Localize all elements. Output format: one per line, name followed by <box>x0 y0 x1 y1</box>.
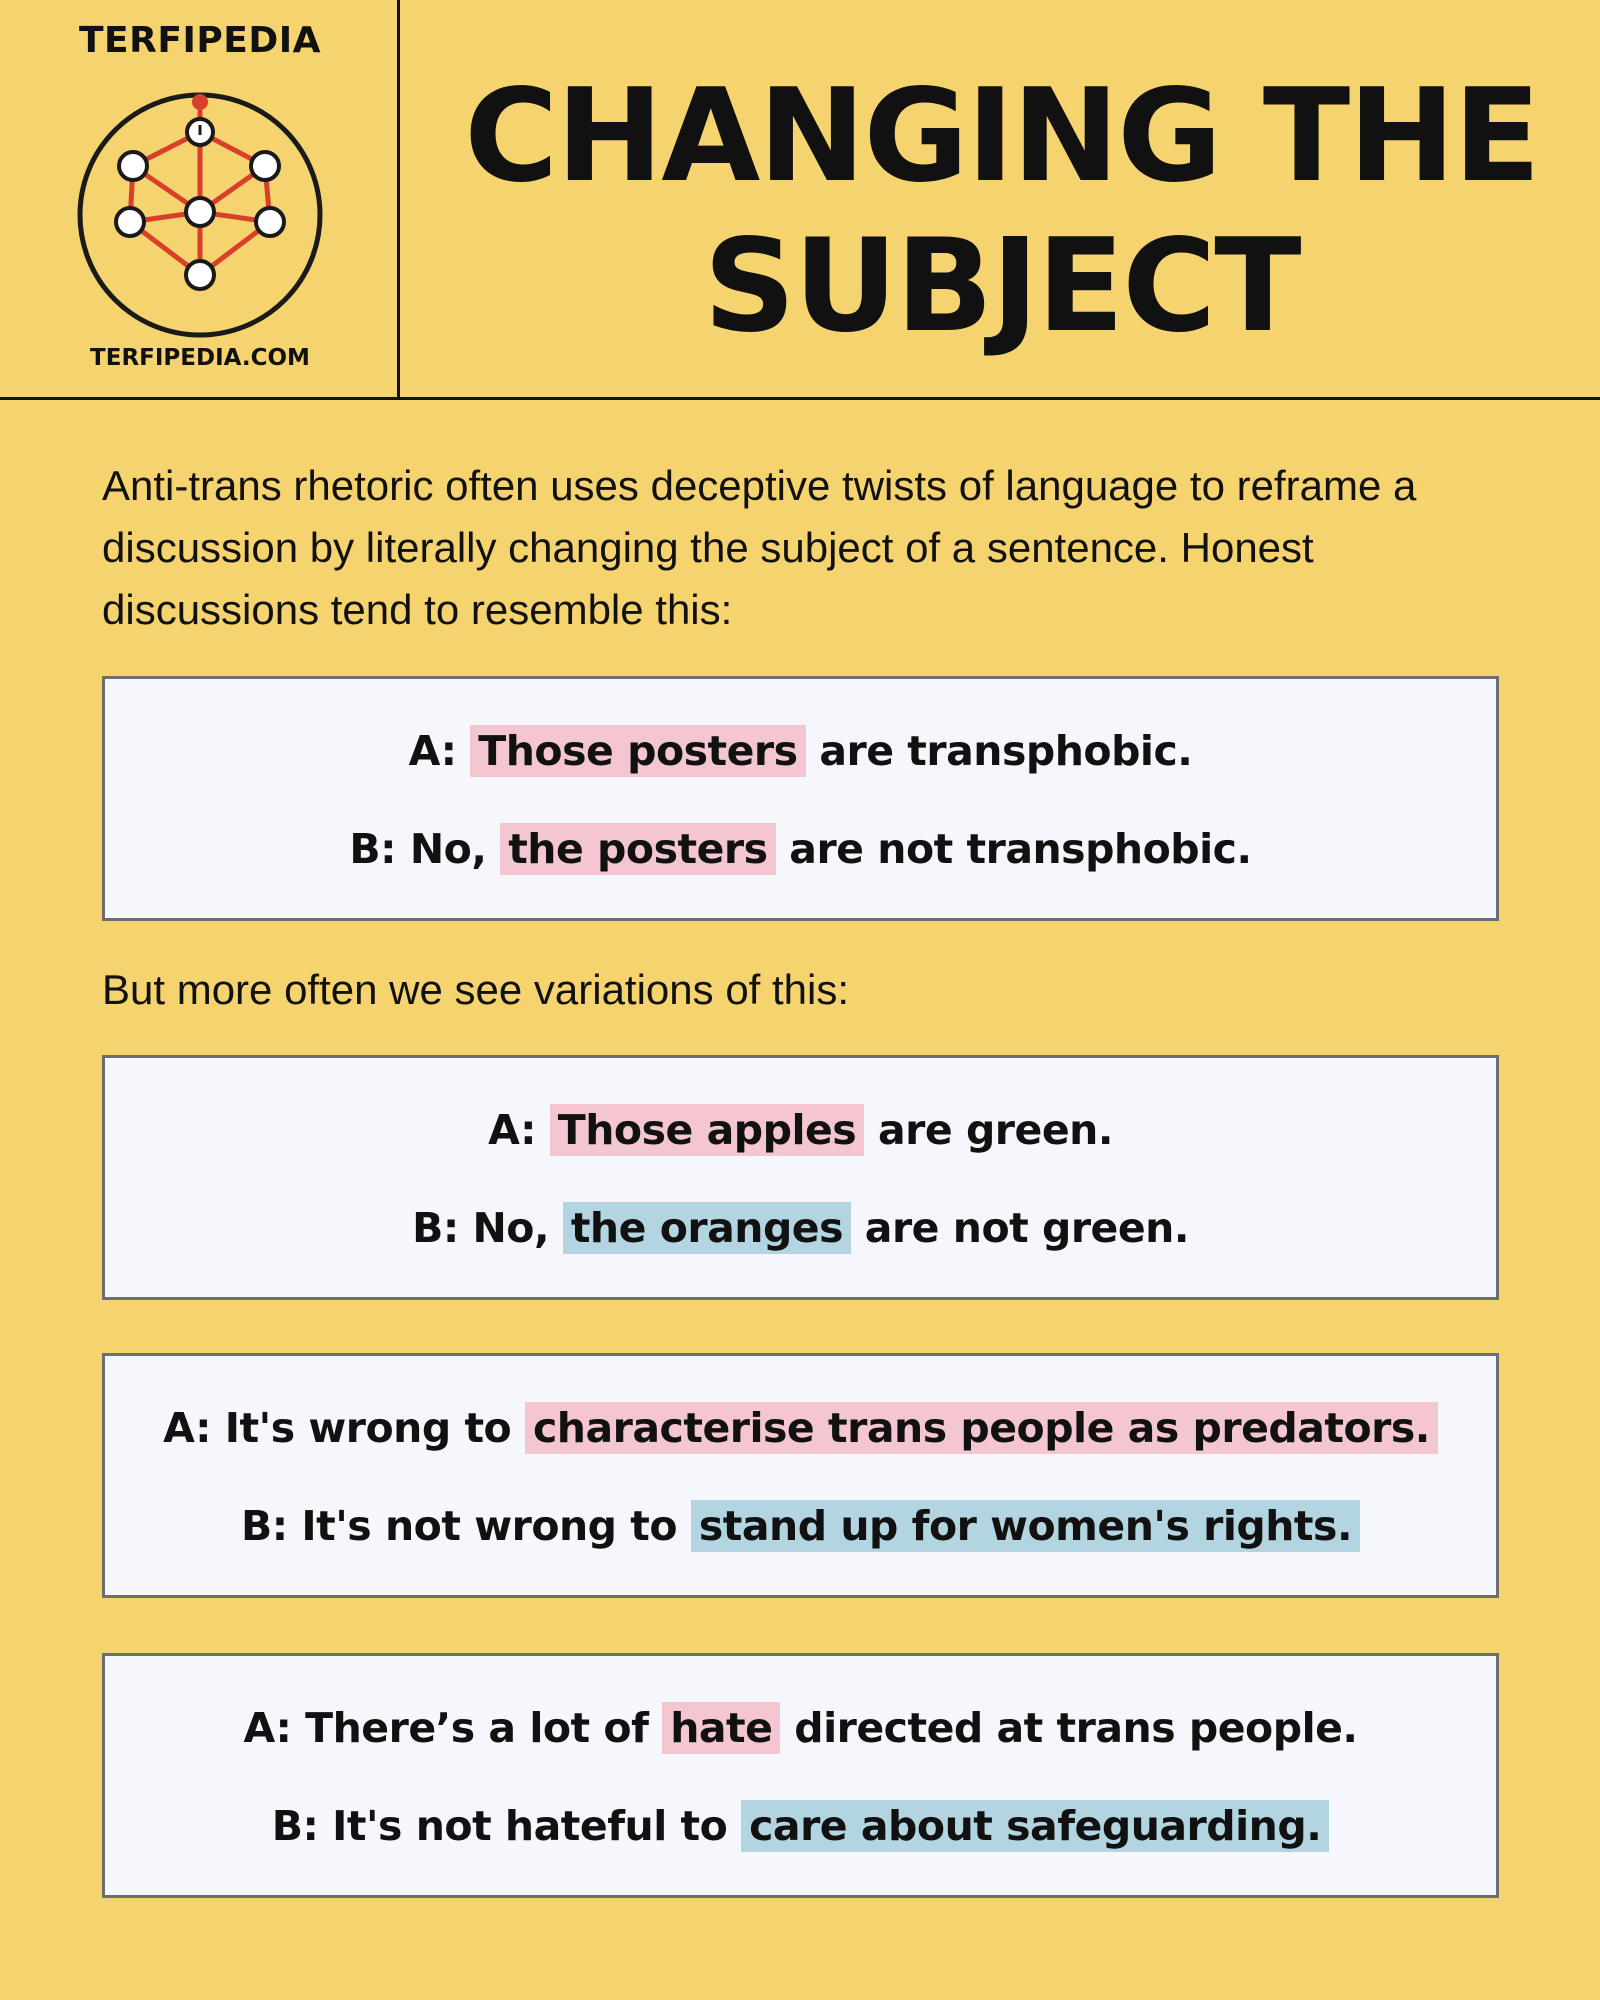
line-suffix: directed at trans people. <box>794 1704 1358 1752</box>
line-prefix: A: <box>408 727 457 775</box>
changed-subject-highlight: stand up for women's rights. <box>691 1500 1360 1552</box>
speaker-b-line <box>105 1198 1496 1258</box>
brand-url: TERFIPEDIA.COM <box>90 345 310 371</box>
line-suffix: are green. <box>877 1106 1113 1154</box>
line-suffix: are transphobic. <box>819 727 1193 775</box>
transition-text: But more often we see variations of this: <box>102 966 850 1013</box>
line-prefix: B: It's not wrong to <box>240 1502 678 1550</box>
line-prefix: A: There’s a lot of <box>243 1704 649 1752</box>
changed-subject-highlight: the oranges <box>563 1202 851 1254</box>
line-prefix: A: <box>488 1106 536 1154</box>
intro-paragraph: Anti-trans rhetoric often uses deceptive twists of language to reframe a discussion by literally changing the subject of a sentence. Honest discussions tend to resemble this: <box>102 462 1417 633</box>
speaker-a-line <box>105 1698 1496 1758</box>
speaker-a-line <box>105 1398 1496 1458</box>
subject-highlight: characterise trans people as predators. <box>525 1402 1438 1454</box>
title-line-2: SUBJECT <box>703 212 1300 361</box>
network-node-logo-icon <box>75 90 325 340</box>
example-box-apples <box>102 1055 1499 1300</box>
line-prefix: B: No, <box>349 825 487 873</box>
brand-name: TERFIPEDIA <box>79 20 321 61</box>
line-prefix: A: It's wrong to <box>163 1404 512 1452</box>
logo-panel <box>0 0 400 398</box>
changed-subject-highlight: care about safeguarding. <box>741 1800 1329 1852</box>
example-box-predators <box>102 1353 1499 1598</box>
line-suffix: are not transphobic. <box>789 825 1252 873</box>
example-box-honest <box>102 676 1499 921</box>
line-prefix: B: No, <box>412 1204 550 1252</box>
line-prefix: B: It's not hateful to <box>271 1802 728 1850</box>
speaker-b-line <box>105 1796 1496 1856</box>
subject-highlight: Those apples <box>550 1104 864 1156</box>
speaker-a-line <box>105 721 1496 781</box>
page-title <box>403 62 1600 362</box>
title-line-1: CHANGING THE <box>464 62 1539 211</box>
subject-highlight: Those posters <box>470 725 805 777</box>
subject-highlight: hate <box>662 1702 780 1754</box>
example-box-hate <box>102 1653 1499 1898</box>
line-suffix: are not green. <box>864 1204 1189 1252</box>
speaker-a-line <box>105 1100 1496 1160</box>
header <box>0 0 1600 400</box>
subject-highlight: the posters <box>500 823 775 875</box>
speaker-b-line <box>105 1496 1496 1556</box>
speaker-b-line <box>105 819 1496 879</box>
